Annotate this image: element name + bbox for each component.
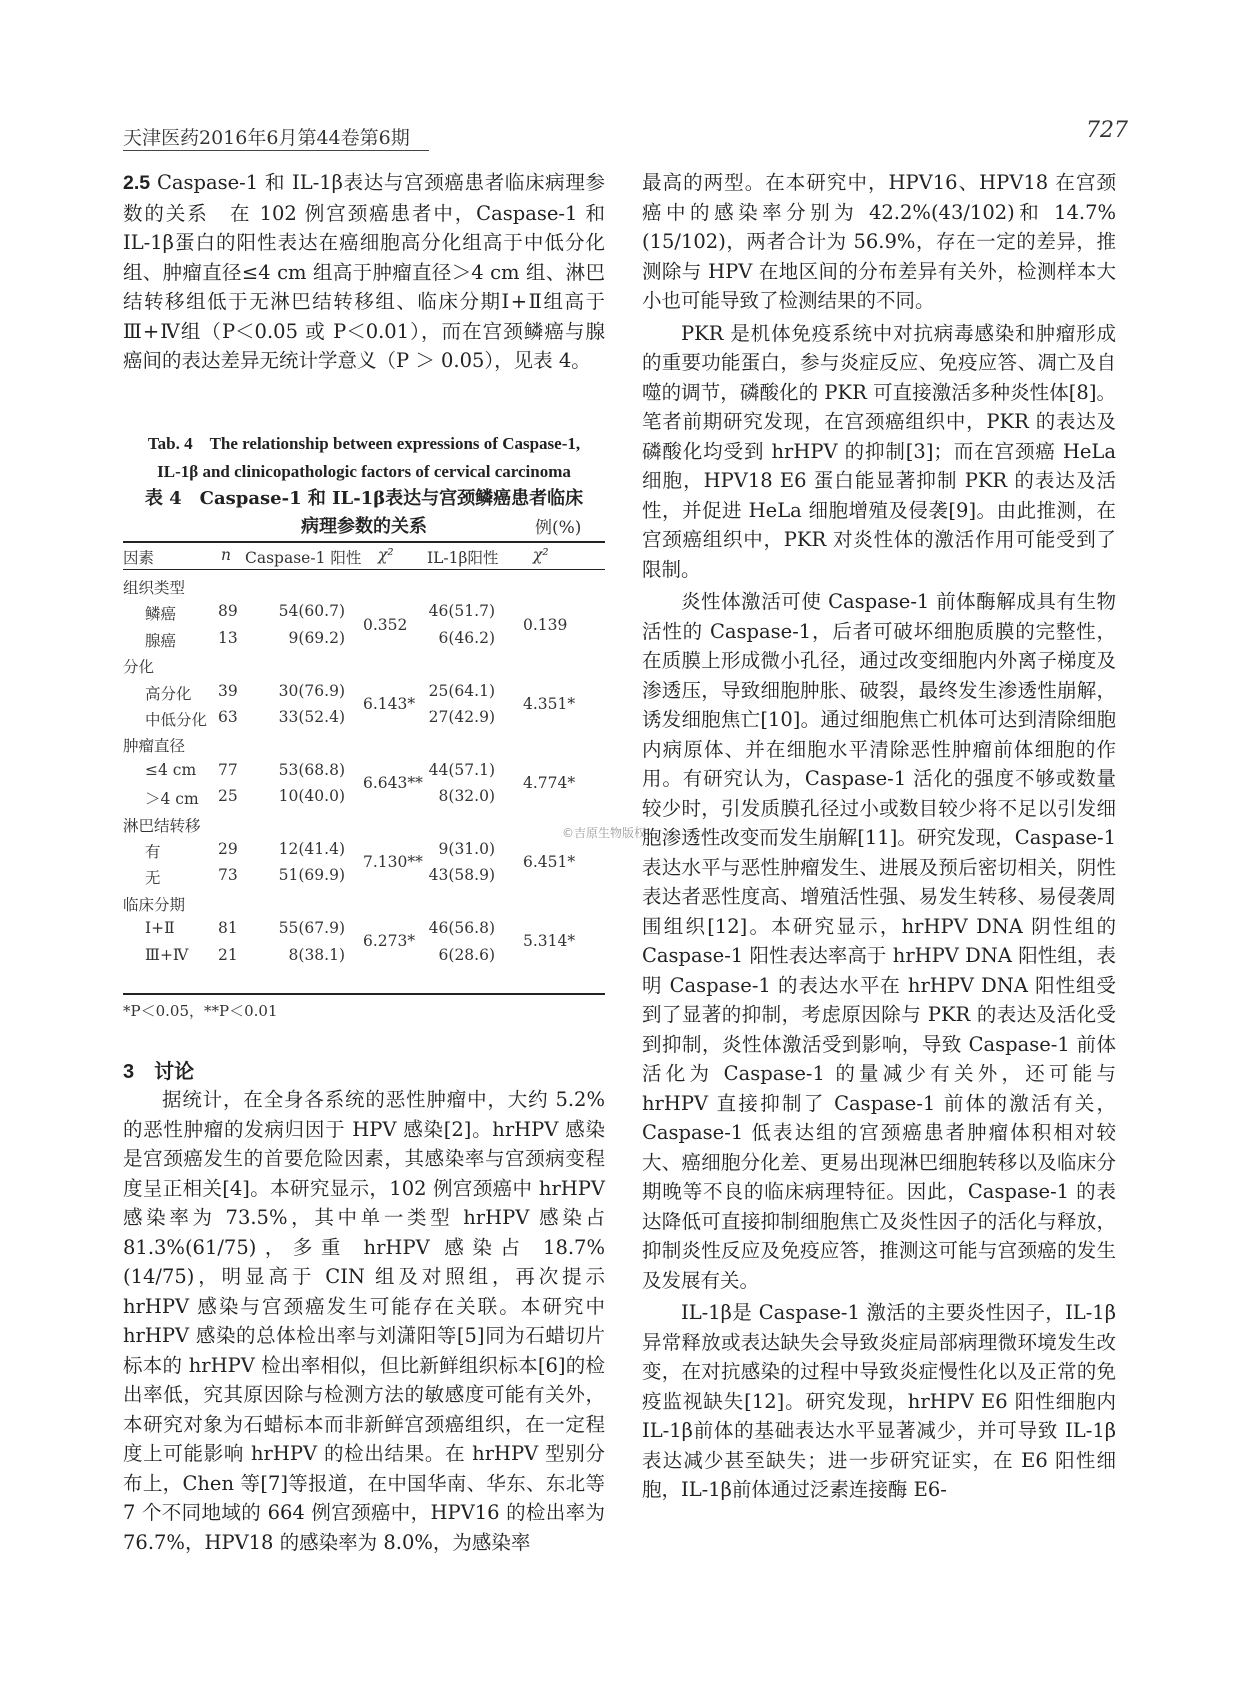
table-cell-caspase: 33(52.4) (278, 708, 345, 726)
table-caption-cn (123, 485, 605, 541)
section-2-5-text: Caspase-1 和 IL-1β表达与宫颈癌患者临床病理参数的关系 在 102 例宫颈癌患者中，Caspase-1 和 IL-1β蛋白的阳性表达在癌细胞高分化组高于中低分化组、肿瘤直径≤4 cm 组高于肿瘤直径＞4 cm 组、淋巴结转移组低于无淋巴结转移组、临床分期Ⅰ+Ⅱ组高于Ⅲ+Ⅳ组（P＜0.05 或 P＜0.01），而在宫颈鳞癌与腺癌间的表达差异无统计学意义（P ＞ 0.05），见表 4。 (123, 171, 605, 372)
left-column-top (123, 168, 605, 376)
table-cell-chi-2: 4.774* (523, 774, 576, 792)
right-paragraph-3: 炎性体激活可使 Caspase-1 前体酶解成具有生物活性的 Caspase-1，后者可破坏细胞质膜的完整性，在质膜上形成微小孔径，通过改变细胞内外离子梯度及渗透压，导致细胞肿胀、破裂，最终发生渗透性崩解，诱发细胞焦亡[10]。通过细胞焦亡机体可达到清除细胞内病原体、并在细胞水平清除恶性肿瘤前体细胞的作用。有研究认为，Caspase-1 活化的强度不够或数量较少时，引发质膜孔径过小或数目较少将不足以引发细胞渗透性改变而发生崩解[11]。研究发现，Caspase-1 表达水平与恶性肿瘤发生、进展及预后密切相关，阴性表达者恶性度高、增殖活性强、易发生转移、易侵袭周围组织[12]。本研究显示，hrHPV DNA 阴性组的 Caspase-1 阳性表达率高于 hrHPV DNA 阳性组，表明 Caspase-1 的表达水平在 hrHPV DNA 阳性组受到了显著的抑制，考虑原因除与 PKR 的表达及活化受到抑制，炎性体激活受到影响，导致 Caspase-1 前体活化为 Caspase-1 的量减少有关外，还可能与 hrHPV 直接抑制了 Caspase-1 前体的激活有关，Caspase-1 低表达组的宫颈癌患者肿瘤体积相对较大、癌细胞分化差、更易出现淋巴细胞转移以及临床分期晚等不良的临床病理特征。因此，Caspase-1 的表达降低可直接抑制细胞焦亡及炎性因子的活化与释放，抑制炎性反应及免疫应答，推测这可能与宫颈癌的发生及发展有关。 (642, 590, 1116, 1292)
table-row-label: 腺癌 (145, 631, 177, 650)
journal-header: 天津医药2016年6月第44卷第6期 (123, 127, 410, 149)
table-caption-en (123, 430, 605, 486)
header-factor: 因素 (123, 549, 155, 567)
table-cell-il: 44(57.1) (428, 760, 495, 779)
table-cell-n: 39 (218, 681, 238, 700)
table-cell-il: 9(31.0) (438, 840, 495, 858)
table-row-label: 无 (145, 869, 161, 888)
table-footnote: *P＜0.05，**P＜0.01 (123, 1002, 278, 1020)
table-top-rule (123, 541, 605, 543)
table-unit: 例(%) (535, 518, 582, 538)
table-row-label: ≤4 cm (145, 760, 197, 779)
table-bottom-rule (123, 993, 605, 995)
table-row-label: 高分化 (145, 684, 192, 703)
caption-en-line-1: Tab. 4 The relationship between expressions of Caspase-1, (147, 434, 581, 453)
table-cell-n: 81 (218, 919, 238, 938)
table-cell-n: 63 (218, 708, 238, 726)
table-cell-n: 29 (218, 840, 238, 858)
section-3-number: 3 (123, 1061, 135, 1083)
right-column (642, 168, 1116, 1505)
table-cell-caspase: 10(40.0) (278, 787, 345, 806)
table-cell-chi-1: 0.352 (363, 615, 408, 634)
right-paragraph-4: IL-1β是 Caspase-1 激活的主要炎性因子，IL-1β异常释放或表达缺失会导致炎症局部病理微环境发生改变，在对抗感染的过程中导致炎症慢性化以及正常的免疫监视缺失[12]。研究发现，hrHPV E6 阳性细胞内 IL-1β前体的基础表达水平显著减少，并可导致 IL-1β表达减少甚至缺失；进一步研究证实，在 E6 阳性细胞，IL-1β前体通过泛素连接酶 E6- (642, 1301, 1116, 1501)
table-cell-il: 46(51.7) (428, 602, 495, 621)
table-row-label: 有 (145, 843, 161, 861)
table-cell-chi-1: 6.143* (363, 694, 416, 713)
table-cell-chi-2: 5.314* (523, 932, 576, 951)
table-cell-il: 8(32.0) (438, 787, 495, 806)
table-cell-caspase: 30(76.9) (278, 681, 345, 700)
table-cell-il: 46(56.8) (428, 919, 495, 938)
table-cell-caspase: 51(69.9) (278, 866, 345, 885)
table-cell-caspase: 53(68.8) (278, 760, 345, 779)
watermark-text: ©吉原生物版权 (562, 826, 647, 840)
table-cell-caspase: 9(69.2) (288, 628, 345, 647)
caption-cn-line-2: 病理参数的关系 (301, 516, 427, 537)
right-paragraph-1: 最高的两型。在本研究中，HPV16、HPV18 在宫颈癌中的感染率分别为 42.2%(43/102)和 14.7%(15/102)，两者合计为 56.9%，存在一定的差异，推测除与 HPV 在地区间的分布差异有关外，检测样本大小也可能导致了检测结果的不同。 (642, 171, 1116, 312)
discussion-paragraph-1: 据统计，在全身各系统的恶性肿瘤中，大约 5.2%的恶性肿瘤的发病归因于 HPV 感染[2]。hrHPV 感染是宫颈癌发生的首要危险因素，其感染率与宫颈病变程度呈正相关[4]。本研究显示，102 例宫颈癌中 hrHPV 感染率为 73.5%，其中单一类型 hrHPV 感染占 81.3%(61/75)，多重 hrHPV 感染占 18.7%(14/75)，明显高于 CIN 组及对照组，再次提示 hrHPV 感染与宫颈癌发生可能存在关联。本研究中 hrHPV 感染的总体检出率与刘潇阳等[5]同为石蜡切片标本的 hrHPV 检出率相似，但比新鲜组织标本[6]的检出率低，究其原因除与检测方法的敏感度可能有关外，本研究对象为石蜡标本而非新鲜宫颈癌组织，在一定程度上可能影响 hrHPV 的检出结果。在 hrHPV 型别分布上，Chen 等[7]等报道，在中国华南、华东、东北等 7 个不同地域的 664 例宫颈癌中，HPV16 的检出率为 76.7%，HPV18 的感染率为 8.0%，为感染率 (123, 1088, 605, 1554)
table-cell-chi-1: 7.130** (363, 853, 423, 872)
table-cell-caspase: 12(41.4) (278, 840, 345, 858)
section-3-heading (123, 1055, 194, 1084)
header-chi-2: χ² (533, 546, 549, 564)
table-cell-n: 89 (218, 602, 238, 621)
table-cell-chi-2: 6.451* (523, 853, 576, 872)
table-cell-il: 6(46.2) (438, 628, 495, 647)
table-cell-n: 13 (218, 628, 238, 647)
table-cell-n: 21 (218, 945, 238, 964)
section-3-title: 讨论 (154, 1059, 195, 1083)
page-number: 727 (1086, 118, 1128, 143)
table-cell-caspase: 55(67.9) (278, 919, 345, 938)
table-cell-chi-2: 0.139 (523, 615, 568, 634)
header-il: IL-1β阳性 (427, 549, 499, 567)
header-rule (123, 150, 429, 151)
table-cell-n: 25 (218, 787, 238, 806)
right-paragraph-2: PKR 是机体免疫系统中对抗病毒感染和肿瘤形成的重要功能蛋白，参与炎症反应、免疫应答、凋亡及自噬的调节，磷酸化的 PKR 可直接激活多种炎性体[8]。笔者前期研究发现，在宫颈癌组织中，PKR 的表达及磷酸化均受到 hrHPV 的抑制[3]；而在宫颈癌 HeLa 细胞，HPV18 E6 蛋白能显著抑制 PKR 的表达及活性，并促进 HeLa 细胞增殖及侵袭[9]。由此推测，在宫颈癌组织中，PKR 对炎性体的激活作用可能受到了限制。 (642, 321, 1116, 581)
table-row-label: Ⅰ+Ⅱ (145, 919, 175, 938)
table-row-label: ＞4 cm (145, 790, 199, 809)
header-n: n (221, 546, 231, 564)
table-group-label: 肿瘤直径 (123, 737, 186, 756)
table-cell-n: 73 (218, 866, 238, 885)
header-caspase: Caspase-1 阳性 (245, 549, 362, 567)
table-header-rule (123, 569, 605, 570)
table-cell-chi-2: 4.351* (523, 694, 576, 713)
table-cell-chi-1: 6.273* (363, 932, 416, 951)
table-row-label: Ⅲ+Ⅳ (145, 945, 189, 964)
table-cell-n: 77 (218, 760, 238, 779)
left-column-bottom (123, 1085, 605, 1557)
section-2-5-paragraph (123, 168, 605, 376)
table-row-label: 中低分化 (145, 711, 208, 729)
header-chi-1: χ² (378, 546, 394, 564)
table-cell-il: 6(28.6) (438, 945, 495, 964)
table-group-label: 分化 (123, 658, 155, 677)
table-cell-caspase: 54(60.7) (278, 602, 345, 621)
table-cell-caspase: 8(38.1) (288, 945, 345, 964)
table-group-label: 组织类型 (123, 579, 186, 597)
section-number: 2.5 (123, 172, 151, 194)
table-cell-chi-1: 6.643** (363, 774, 423, 792)
table-group-label: 临床分期 (123, 895, 186, 914)
caption-en-line-2: IL-1β and clinicopathologic factors of cervical carcinoma (157, 462, 571, 481)
caption-cn-line-1: 表 4 Caspase-1 和 IL-1β表达与宫颈鳞癌患者临床 (144, 488, 584, 509)
table-cell-il: 43(58.9) (428, 866, 495, 885)
table-row-label: 鳞癌 (145, 605, 177, 624)
table-group-label: 淋巴结转移 (123, 816, 201, 835)
table-cell-il: 27(42.9) (428, 708, 495, 726)
table-cell-il: 25(64.1) (428, 681, 495, 700)
